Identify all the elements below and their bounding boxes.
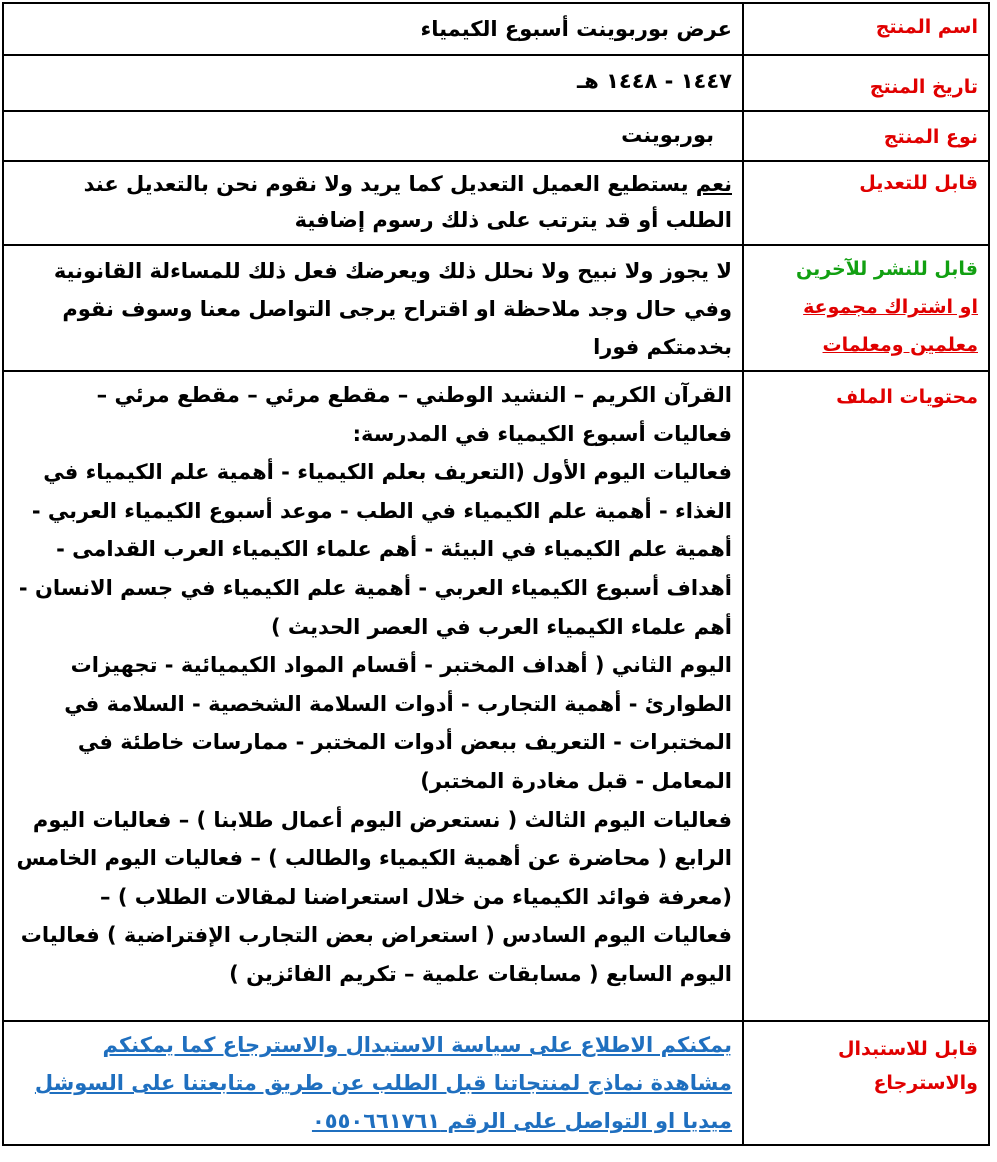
label-editable: قابل للتعديل — [743, 161, 989, 245]
value-editable — [3, 161, 743, 245]
exchange-policy-link[interactable]: يمكنكم الاطلاع على سياسة الاستبدال والاسترجاع كما يمكنكم مشاهدة نماذج لمنتجاتنا قبل الطلب عن طريق متابعتنا على السوشل ميديا او التواصل على الرقم ٠٥٥٠٦٦١٧٦١ — [34, 1033, 732, 1133]
editable-description: يستطيع العميل التعديل كما يريد ولا نقوم نحن بالتعديل عند الطلب أو قد يترتب على ذلك رسوم إضافية — [83, 172, 732, 232]
row-product-name — [3, 3, 989, 55]
label-product-type: نوع المنتج — [743, 111, 989, 161]
value-exchange — [3, 1021, 743, 1145]
label-exchange — [743, 1021, 989, 1145]
value-file-contents: القرآن الكريم – النشيد الوطني – مقطع مرئي – مقطع مرئي – فعاليات أسبوع الكيمياء في المدرسة: فعاليات اليوم الأول (التعريف بعلم الكيمياء - أهمية علم الكيمياء في الغذاء - أهمية علم الكيمياء في الطب - موعد أسبوع الكيمياء العربي - أهمية علم الكيمياء في البيئة - أهم علماء الكيمياء العرب القدامى - أهداف أسبوع الكيمياء العربي - أهمية علم الكيمياء في جسم الانسان - أهم علماء الكيمياء العرب في العصر الحديث ) اليوم الثاني ( أهداف المختبر - أقسام المواد الكيميائية - تجهيزات الطوارئ - أهمية التجارب - أدوات السلامة الشخصية - السلامة في المختبرات - التعريف ببعض أدوات المختبر - ممارسات خاطئة في المعامل - قبل مغادرة المختبر) فعاليات اليوم الثالث ( نستعرض اليوم أعمال طلابنا ) – فعاليات اليوم الرابع ( محاضرة عن أهمية الكيمياء والطالب ) – فعاليات اليوم الخامس (معرفة فوائد الكيمياء من خلال استعراضنا لمقالات الطلاب ) – فعاليات اليوم السادس ( استعراض بعض التجارب الإفتراضية ) فعاليات اليوم السابع ( مسابقات علمية – تكريم الفائزين ) — [3, 371, 743, 1021]
exchange-label-line1: قابل للاستبدال — [837, 1038, 978, 1060]
exchange-label-line2: والاسترجاع — [873, 1072, 978, 1094]
value-product-name: عرض بوربوينت أسبوع الكيمياء — [3, 3, 743, 55]
value-product-date: ١٤٤٧ - ١٤٤٨ هـ — [3, 55, 743, 111]
editable-yes-word: نعم — [695, 172, 732, 196]
product-info-table — [2, 2, 990, 1146]
shareable-label-line1: قابل للنشر للآخرين — [795, 258, 978, 280]
row-shareable — [3, 245, 989, 371]
row-exchange — [3, 1021, 989, 1145]
product-type-text: بوربوينت — [621, 123, 714, 147]
value-product-type — [3, 111, 743, 161]
label-shareable — [743, 245, 989, 371]
label-product-name: اسم المنتج — [743, 3, 989, 55]
label-file-contents: محتويات الملف — [743, 371, 989, 1021]
row-product-date — [3, 55, 989, 111]
shareable-label-line3: معلمين ومعلمات — [822, 334, 978, 356]
row-file-contents — [3, 371, 989, 1021]
value-shareable: لا يجوز ولا نبيح ولا نحلل ذلك ويعرضك فعل ذلك للمساءلة القانونية وفي حال وجد ملاحظة او اقتراح يرجى التواصل معنا وسوف نقوم بخدمتكم فورا — [3, 245, 743, 371]
row-product-type — [3, 111, 989, 161]
label-product-date: تاريخ المنتج — [743, 55, 989, 111]
row-editable — [3, 161, 989, 245]
shareable-label-line2: او اشتراك مجموعة — [803, 296, 978, 318]
